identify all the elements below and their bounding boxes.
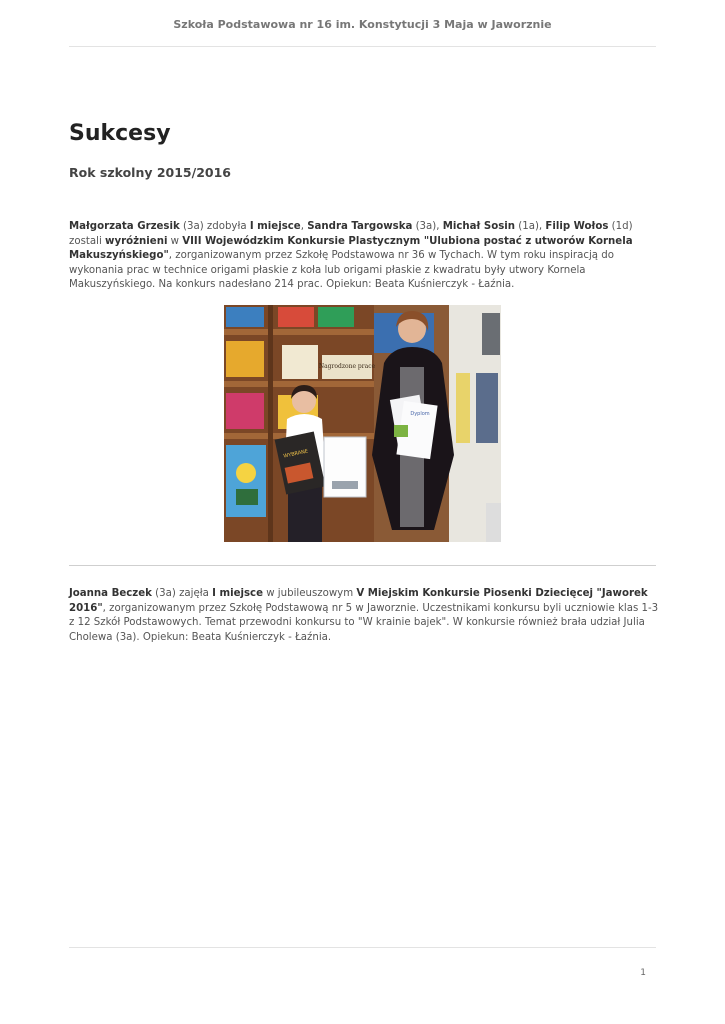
contest-name: VIII Wojewódzkim Konkursie Plastycznym "Ulubiona postać z utworów Kornela Makuszyńskiego" bbox=[69, 235, 633, 262]
contest-name: V Miejskim Konkursie Piosenki Dziecięcej "Jaworek 2016" bbox=[69, 588, 648, 614]
page-title: Sukcesy bbox=[69, 121, 171, 146]
student-name: Joanna Beczek bbox=[69, 588, 152, 599]
award-place: I miejsce bbox=[212, 588, 263, 599]
footer-divider bbox=[69, 947, 656, 948]
header-divider bbox=[69, 46, 656, 47]
student-name: Małgorzata Grzesik bbox=[69, 221, 180, 232]
award-distinction: wyróżnieni bbox=[105, 235, 168, 247]
award-place: I miejsce bbox=[249, 221, 301, 232]
student-name: Michał Sosin bbox=[442, 221, 516, 232]
page-number: 1 bbox=[640, 968, 646, 978]
school-year-heading: Rok szkolny 2015/2016 bbox=[69, 165, 231, 180]
section-divider bbox=[69, 565, 656, 566]
page-header: Szkoła Podstawowa nr 16 im. Konstytucji 3 Maja w Jaworznie bbox=[173, 18, 552, 31]
book-label: WYBRANE bbox=[282, 448, 309, 460]
diploma-label: Dyplom bbox=[410, 411, 430, 417]
achievement-paragraph-2: Joanna Beczek (3a) zajęła I miejsce w jubileuszowym V Miejskim Konkursie Piosenki Dziecięcej "Jaworek 2016", zorganizowanym przez Szkołę Podstawową nr 5 w Jaworznie. Uczestnikami konkursu byli uczniowie klas 1-3 z 12 Szkół Podstawowych. Temat przewodni konkursu to "W krainie bajek". W konkursie również brała udział Julia Cholewa (3a). Opiekun: Beata Kuśnierczyk - Łaźnia. bbox=[69, 588, 659, 643]
achievement-paragraph-1: Małgorzata Grzesik (3a) zdobyła I miejsce, Sandra Targowska (3a), Michał Sosin (1a), Filip Wołos (1d) zostali wyróżnieni w VIII Wojewódzkim Konkursie Plastycznym "Ulubiona postać z utworów Kornela Makuszyńskiego", zorganizowanym przez Szkołę Podstawowa nr 36 w Tychach. W tym roku inspiracją do wykonania prac w technice origami płaskie z koła lub origami płaskie z kwadratu były utwory Kornela Makuszyńskiego. Na konkurs nadesłano 214 prac. Opiekun: Beata Kuśnierczyk - Łaźnia. bbox=[69, 221, 633, 291]
shelf-sign-text: Nagrodzone prace bbox=[318, 363, 376, 370]
student-name: Sandra Targowska bbox=[307, 221, 413, 232]
award-photo bbox=[224, 305, 501, 542]
student-name: Filip Wołos bbox=[545, 221, 609, 232]
